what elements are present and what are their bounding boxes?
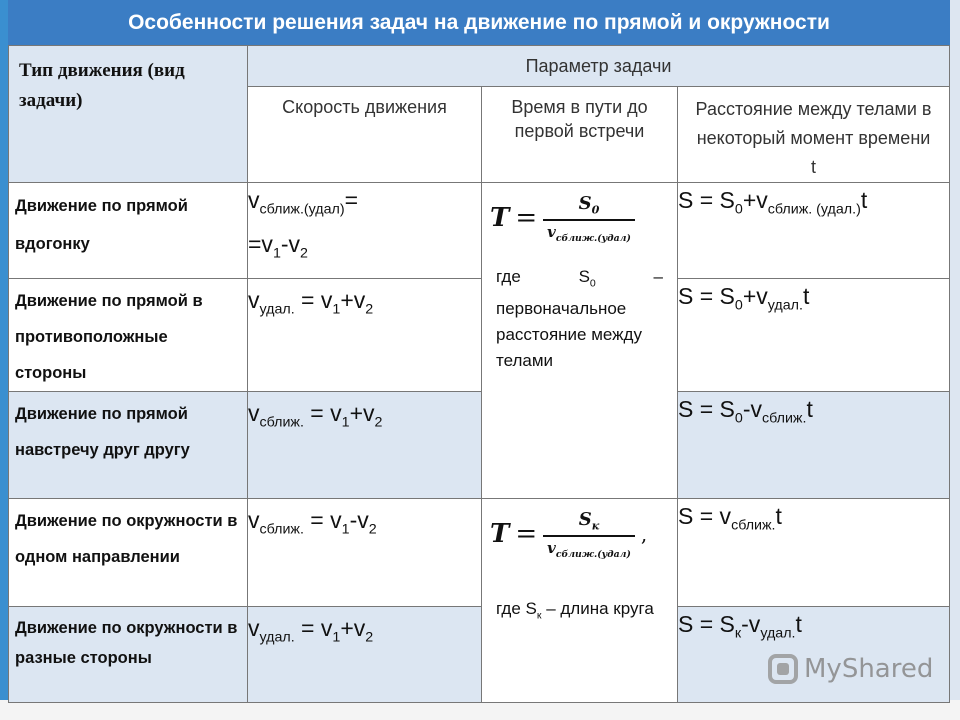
circle-note-where: где S [496,598,537,618]
formula-numerator-sub: 0 [591,203,600,217]
left-accent-bar [0,0,8,720]
watermark-logo [768,654,933,684]
formula-denominator-sub: сближ.(удал) [555,232,631,244]
header-distance-label: Расстояние между телами в некоторый момент времени t [695,99,932,177]
myshared-icon [768,654,798,684]
bottom-strip [0,700,960,720]
row-3-distance: $S = S_0-v_{сближ.}t$ [678,392,950,499]
row-1-distance: $S = S_0+v_{сближ. (удал.)}t$ [678,183,950,279]
line-note-s-sub: 0 [589,276,596,289]
header-distance-cell [678,87,950,183]
table-title: Особенности решения задач на движение по прямой и окружности [8,0,950,45]
row-4-type-cell [9,499,248,607]
row-4-speed: $v_{сближ.} = v_1-v_2$ [248,499,482,607]
row-1-type: Движение по прямой вдогонку [15,197,188,253]
row-2-speed: $v_{удал.} = v_1+v_2$ [248,279,482,392]
header-param-cell [248,46,950,87]
formula-fraction [543,193,635,244]
line-note-s: S [578,266,590,286]
circle-formula-denominator: v [547,538,556,557]
circle-formula-eq: = [515,519,538,550]
row-5-type: Движение по окружности в разные стороны [15,619,238,667]
circle-time-note [482,560,677,636]
formula-t: T [490,203,510,234]
line-time-note [482,244,677,382]
circle-formula-numerator: S [578,509,592,530]
row-2-distance: $S = S_0+v_{удал.}t$ [678,279,950,392]
line-time-formula [482,183,677,244]
row-2-type: Движение по прямой в противоположные стороны [15,292,203,382]
line-note-dash: – [653,266,663,286]
row-4-distance: $S = v_{сближ.}t$ [678,499,950,607]
circle-time-cell [482,499,678,703]
line-note-rest: первоначальное расстояние между телами [496,298,642,370]
header-speed-label: Скорость движения [282,97,447,117]
formula-eq: = [515,203,538,234]
row-3-type: Движение по прямой навстречу друг другу [15,405,190,459]
header-param-label: Параметр задачи [525,56,672,76]
circle-note-sub: к [536,608,542,621]
circle-formula-t: T [490,519,510,550]
watermark-text: MyShared [804,654,934,684]
row-5-type-cell [9,607,248,703]
row-1-type-cell [9,183,248,279]
circle-formula-fraction [543,509,635,560]
formula-denominator: v [547,222,556,241]
row-5-distance: $S = S_к-v_{удал.}t$ [678,607,950,703]
row-1-speed: $v_{сближ.(удал)}=$ $=v_1-v_2$ [248,183,482,279]
header-speed-cell [248,87,482,183]
line-time-cell [482,183,678,499]
row-5-speed: $v_{удал.} = v_1+v_2$ [248,607,482,703]
motion-table [8,45,950,703]
circle-formula-comma: , [640,522,648,547]
circle-formula-numerator-sub: к [591,519,600,533]
row-3-type-cell [9,392,248,499]
line-note-where: где [496,266,521,286]
circle-note-rest: – длина круга [541,598,654,618]
header-time-cell [482,87,678,183]
circle-time-formula [482,499,677,560]
circle-formula-denominator-sub: сближ.(удал) [555,548,631,560]
row-4-type: Движение по окружности в одном направлении [15,512,238,566]
header-type-label: Тип движения (вид задачи) [19,60,185,111]
row-2-type-cell [9,279,248,392]
row-3-speed: $v_{сближ.} = v_1+v_2$ [248,392,482,499]
header-type-cell [9,46,248,183]
formula-numerator: S [578,193,592,214]
header-time-label: Время в пути до первой встречи [511,97,648,141]
